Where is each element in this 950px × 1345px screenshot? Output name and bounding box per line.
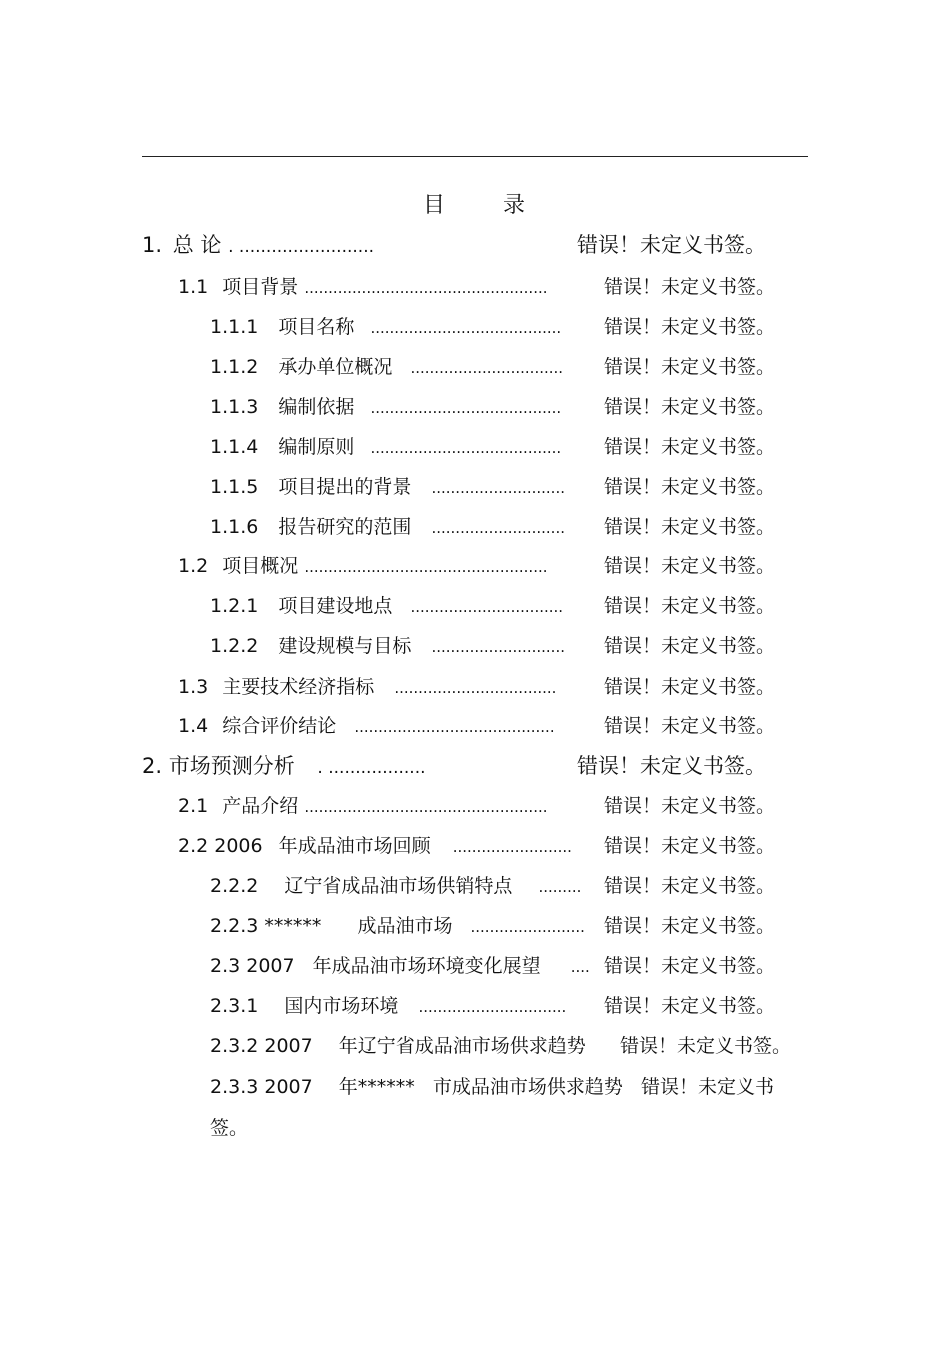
toc-entry-dots: ................................ [410,598,564,616]
toc-entry-title: 建设规模与目标 [278,635,412,657]
toc-entry-title: 项目提出的背景 [278,476,412,498]
toc-entry-number: 2.2.2 [210,875,259,897]
toc-title-char-1: 目 [422,193,447,218]
toc-entry-page-ref: 错误！未定义书签。 [604,635,776,657]
toc-entry-dots: ................................................... [304,558,548,576]
toc-entry[interactable] [210,392,776,422]
toc-entry-page-ref: 错误！未定义书签。 [604,276,776,298]
toc-entry-dots: ........................................ [370,399,562,417]
toc-entry-dots: ........................ [470,918,585,936]
toc-entry[interactable] [178,711,776,741]
toc-entry-title: 辽宁省成品油市场供销特点 [284,875,513,897]
toc-entry-page-ref: 错误！未定义书签。 [604,476,776,498]
toc-entry[interactable] [210,951,776,981]
toc-entry-dots: . ......................... [228,237,375,257]
toc-entry[interactable] [178,272,776,302]
toc-entry-number: 1. [142,233,163,257]
toc-entry-page-ref: 错误！未定义书 [641,1076,775,1098]
toc-entry[interactable] [210,1031,792,1061]
toc-entry[interactable] [210,1072,775,1102]
toc-entry-title: 项目背景 [222,276,299,298]
toc-entry-page-ref: 错误！未定义书签。 [604,955,776,977]
toc-entry[interactable] [210,631,776,661]
toc-entry-title: 综合评价结论 [222,715,337,737]
toc-entry-number: 1.1.4 [210,436,259,458]
toc-entry-title: 报告研究的范围 [278,516,412,538]
toc-entry-number: 1.1.3 [210,396,259,418]
toc-entry-title: 国内市场环境 [284,995,399,1017]
toc-entry[interactable] [210,512,776,542]
toc-entry-number: 2. [142,754,163,778]
toc-entry[interactable] [210,352,776,382]
toc-entry-page-ref: 错误！未定义书签。 [604,915,776,937]
toc-entry-number: 2.3.2 2007 [210,1035,313,1057]
toc-entry[interactable] [178,831,776,861]
toc-entry-number: 1.2.2 [210,635,259,657]
toc-entry-page-ref: 错误！未定义书签。 [604,995,776,1017]
toc-entry[interactable] [178,672,776,702]
toc-entry-title: 年辽宁省成品油市场供求趋势 [338,1035,586,1057]
toc-entry-number: 2.2.3 ****** [210,915,322,937]
toc-entry-title: 项目建设地点 [278,595,393,617]
toc-entry-number: 2.3.3 2007 [210,1076,313,1098]
toc-entry-page-ref: 错误！未定义书签。 [604,555,776,577]
toc-entry-dots: ......................... [452,838,572,856]
toc-entry[interactable] [178,791,776,821]
toc-entry-page-ref: 错误！未定义书签。 [604,595,776,617]
toc-entry-dots: ............................ [431,479,565,497]
toc-entry-page-ref: 错误！未定义书签。 [604,795,776,817]
toc-entry-title: 承办单位概况 [278,356,393,378]
toc-entry-page-ref: 错误！未定义书签。 [604,436,776,458]
toc-entry-dots: ................................................... [304,279,548,297]
toc-entry[interactable] [210,911,776,941]
toc-entry-title: 编制依据 [278,396,355,418]
toc-entry-number: 1.2.1 [210,595,259,617]
toc-entry-page-ref: 错误！未定义书签。 [620,1035,792,1057]
toc-entry-title: 主要技术经济指标 [222,676,375,698]
toc-entry-dots: ........................................ [370,439,562,457]
toc-entry-number: 1.1.2 [210,356,259,378]
toc-entry-page-ref: 错误！未定义书签。 [604,875,776,897]
toc-entry-number: 1.1.6 [210,516,259,538]
toc-entry-dots: .......................................... [354,718,555,736]
toc-entry[interactable] [210,591,776,621]
toc-entry-page-ref: 错误！未定义书签。 [604,676,776,698]
toc-entry[interactable] [142,230,766,260]
toc-entry-dots: .... [570,958,590,976]
toc-entry-title: 成品油市场 [357,915,453,937]
toc-entry-dots: ................................................... [304,798,548,816]
toc-entry-dots: . .................. [317,758,426,778]
toc-title-char-2: 录 [503,193,528,218]
toc-entry-title: 年成品油市场回顾 [278,835,431,857]
toc-entry-dots: ......... [538,878,582,896]
toc-entry[interactable] [210,432,776,462]
toc-entry-dots: ................................ [410,359,564,377]
toc-entry-page-ref: 错误！未定义书签。 [604,835,776,857]
toc-entry-title: 市场预测分析 [168,754,295,778]
toc-entry-number: 2.3.1 [210,995,259,1017]
toc-entry-page-ref: 错误！未定义书签。 [604,396,776,418]
toc-entry[interactable] [142,751,766,781]
toc-entry[interactable] [210,991,776,1021]
toc-entry[interactable] [210,472,776,502]
toc-entry[interactable] [210,312,776,342]
toc-entry-page-ref: 错误！未定义书签。 [604,316,776,338]
toc-entry-number: 1.4 [178,715,209,737]
toc-entry-title: 年成品油市场环境变化展望 [312,955,541,977]
toc-entry[interactable] [210,871,776,901]
toc-entry-number: 1.3 [178,676,209,698]
toc-entry-dots: ............................ [431,638,565,656]
toc-entry-number: 2.1 [178,795,209,817]
toc-entry-title: 项目名称 [278,316,355,338]
toc-entry-page-ref: 错误！未定义书签。 [577,754,766,778]
toc-entry-number: 1.1 [178,276,209,298]
toc-entry-dots: ........................................ [370,319,562,337]
toc-entry-page-ref: 错误！未定义书签。 [604,516,776,538]
toc-entry-number: 2.3 2007 [210,955,295,977]
toc-entry[interactable] [178,551,776,581]
toc-entry-title: 总 论 [172,233,222,257]
toc-entry-title: 编制原则 [278,436,355,458]
toc-entry-page-ref: 错误！未定义书签。 [604,715,776,737]
toc-entry-dots: .................................. [394,679,557,697]
toc-entry-dots: ............................... [418,998,567,1016]
toc-entry-title: 产品介绍 [222,795,299,817]
toc-entry-title: 项目概况 [222,555,299,577]
toc-title [0,188,950,224]
toc-entry-page-ref: 错误！未定义书签。 [604,356,776,378]
toc-entry-number: 1.2 [178,555,209,577]
header-rule [142,156,808,157]
toc-entry-number: 1.1.1 [210,316,259,338]
toc-entry-number: 2.2 2006 [178,835,263,857]
toc-entry-page-ref: 错误！未定义书签。 [577,233,766,257]
toc-entry-wrapped-text: 签。 [210,1117,249,1139]
toc-entry-title: 年****** 市成品油市场供求趋势 [338,1076,623,1098]
toc-entry-dots: ............................ [431,519,565,537]
toc-entry-number: 1.1.5 [210,476,259,498]
